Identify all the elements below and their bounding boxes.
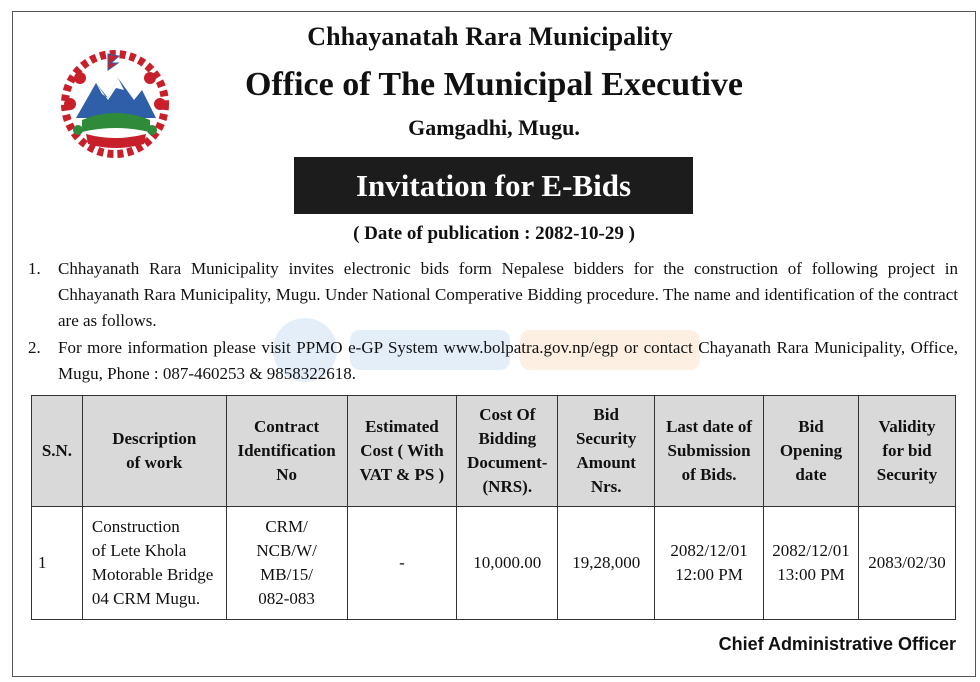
cell-sn: 1 <box>32 507 83 620</box>
header-opening-date: Bid Opening date <box>764 396 859 507</box>
header-sn: S.N. <box>32 396 83 507</box>
cell-document-cost: 10,000.00 <box>457 507 558 620</box>
header-estimated-cost: Estimated Cost ( With VAT & PS ) <box>347 396 457 507</box>
paragraph-number: 1. <box>28 259 41 278</box>
table-header-row <box>32 396 956 507</box>
header-bid-security: Bid Security Amount Nrs. <box>558 396 655 507</box>
paragraph-text: For more information please visit PPMO e-GP System www.bolpatra.gov.np/egp or contact Chayanath Rara Municipality, Office, Mugu, Phone : 087-460253 & 9858322618. <box>58 338 958 383</box>
nepal-government-emblem-icon <box>56 48 174 160</box>
header-document-cost: Cost Of Bidding Document- (NRS). <box>457 396 558 507</box>
publication-date: ( Date of publication : 2082-10-29 ) <box>353 223 635 244</box>
municipality-name: Chhayanatah Rara Municipality <box>307 22 673 51</box>
paragraph-1 <box>28 256 958 334</box>
office-location: Gamgadhi, Mugu. <box>408 115 580 140</box>
cell-description: Construction of Lete Khola Motorable Bridge 04 CRM Mugu. <box>82 507 226 620</box>
paragraph-number: 2. <box>28 338 41 357</box>
cell-opening-date: 2082/12/01 13:00 PM <box>764 507 859 620</box>
header-last-submission: Last date of Submission of Bids. <box>655 396 764 507</box>
notice-title: Invitation for E-Bids <box>294 157 693 214</box>
cell-bid-security: 19,28,000 <box>558 507 655 620</box>
paragraph-text: Chhayanath Rara Municipality invites electronic bids form Nepalese bidders for the construction of following project in Chhayanath Rara Municipality, Mugu. Under National Comperative Bidding procedure. The name and identification of the contract are as follows. <box>58 259 958 330</box>
signature-title: Chief Administrative Officer <box>718 634 956 654</box>
cell-last-submission: 2082/12/01 12:00 PM <box>655 507 764 620</box>
header-validity: Validity for bid Security <box>858 396 955 507</box>
header-description: Description of work <box>82 396 226 507</box>
bid-table <box>31 395 956 620</box>
cell-estimated-cost: - <box>347 507 457 620</box>
header-contract-id: Contract Identification No <box>226 396 347 507</box>
cell-validity: 2083/02/30 <box>858 507 955 620</box>
paragraph-2 <box>28 335 958 387</box>
office-name: Office of The Municipal Executive <box>245 66 743 103</box>
table-row <box>32 507 956 620</box>
cell-contract-id: CRM/ NCB/W/ MB/15/ 082-083 <box>226 507 347 620</box>
